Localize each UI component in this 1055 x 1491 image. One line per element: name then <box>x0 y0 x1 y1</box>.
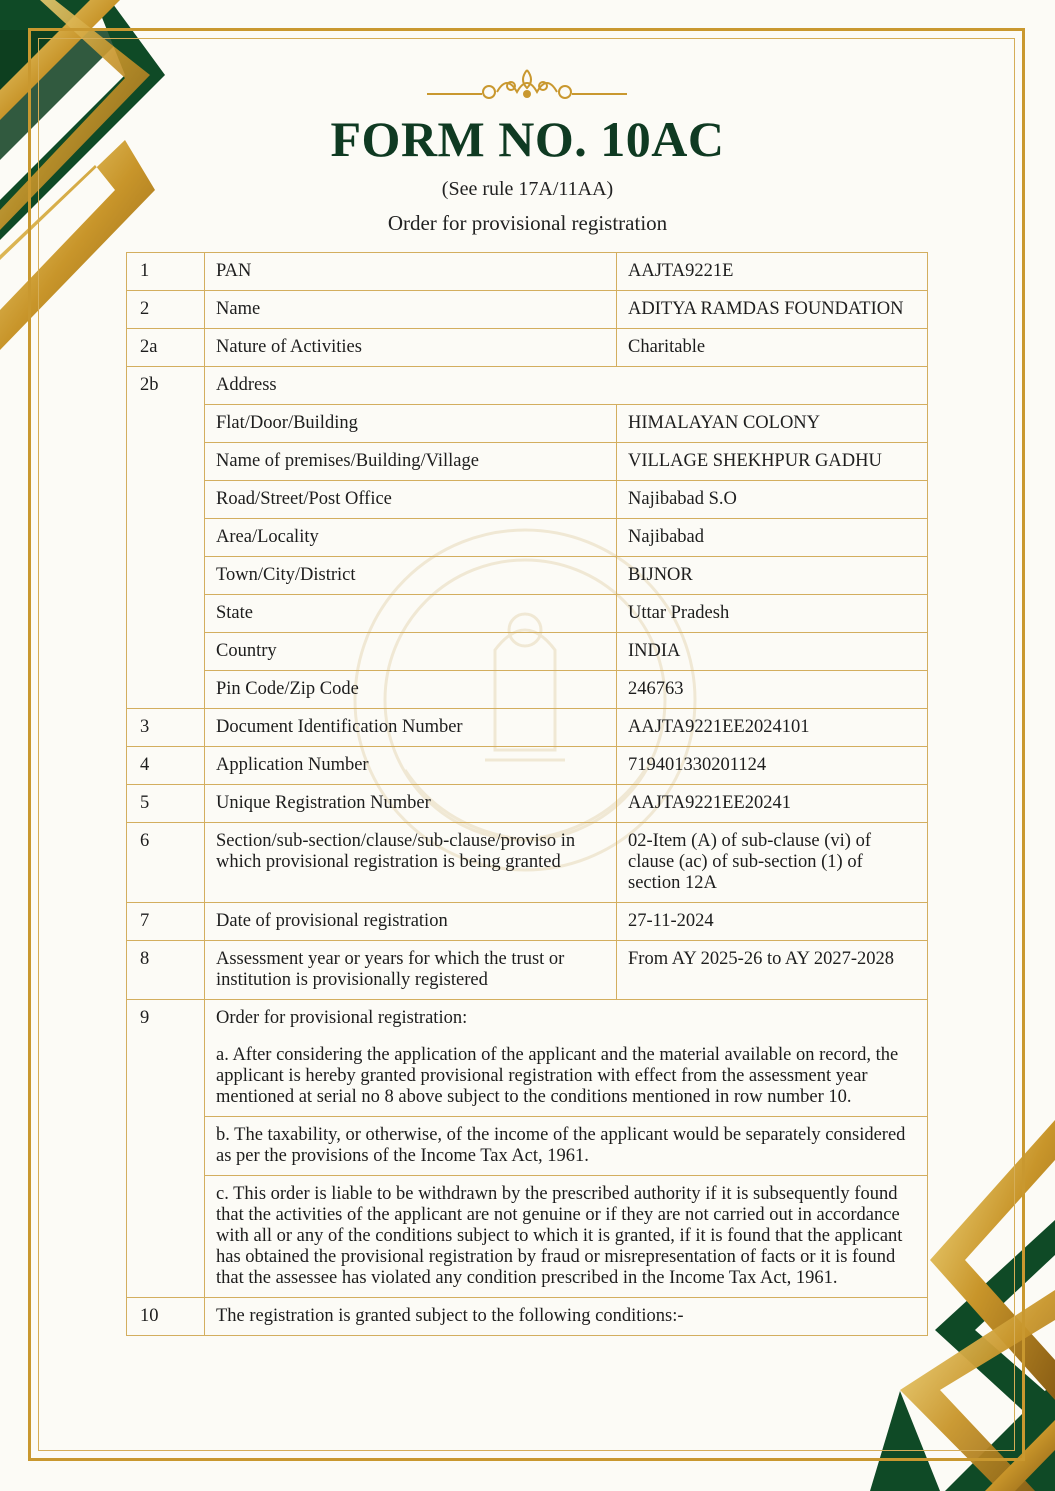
row-number: 3 <box>127 709 205 747</box>
row-number: 7 <box>127 903 205 941</box>
address-value: 246763 <box>617 671 928 709</box>
row-label: Document Identification Number <box>205 709 617 747</box>
table-row <box>127 785 928 823</box>
table-row <box>127 253 928 291</box>
row-value: AAJTA9221EE2024101 <box>617 709 928 747</box>
row-value: 27-11-2024 <box>617 903 928 941</box>
row-label: Nature of Activities <box>205 329 617 367</box>
address-label: Town/City/District <box>205 557 617 595</box>
address-value: INDIA <box>617 633 928 671</box>
table-row <box>127 903 928 941</box>
registration-table <box>126 252 928 1336</box>
address-value: Uttar Pradesh <box>617 595 928 633</box>
row-number: 5 <box>127 785 205 823</box>
row-number: 6 <box>127 823 205 903</box>
table-row <box>127 557 928 595</box>
row-value: ADITYA RAMDAS FOUNDATION <box>617 291 928 329</box>
row-value: 719401330201124 <box>617 747 928 785</box>
table-row <box>127 1298 928 1336</box>
order-paragraph-b: b. The taxability, or otherwise, of the income of the applicant would be separately considered as per the provisions of the Income Tax Act, 1961. <box>205 1117 928 1176</box>
table-row <box>127 443 928 481</box>
address-label: Name of premises/Building/Village <box>205 443 617 481</box>
row-value: AAJTA9221E <box>617 253 928 291</box>
row-label: PAN <box>205 253 617 291</box>
form-title: FORM NO. 10AC <box>330 111 725 167</box>
table-row <box>127 481 928 519</box>
order-paragraph-c: c. This order is liable to be withdrawn by the prescribed authority if it is subsequently found that the activities of the applicant are not genuine or if they are not carried out in accordance with all or any of the conditions subject to which it is granted, if it is found that the applicant has obtained the provisional registration by fraud or misrepresentation of facts or it is found that the assessee has violated any condition prescribed in the Income Tax Act, 1961. <box>205 1176 928 1298</box>
address-value: VILLAGE SHEKHPUR GADHU <box>617 443 928 481</box>
row-label: Unique Registration Number <box>205 785 617 823</box>
row-number: 2a <box>127 329 205 367</box>
table-row <box>127 1000 928 1038</box>
row-label: Application Number <box>205 747 617 785</box>
row-number: 9 <box>127 1000 205 1298</box>
row-number: 8 <box>127 941 205 1000</box>
table-row <box>127 367 928 405</box>
row-label: Section/sub-section/clause/sub-clause/proviso in which provisional registration is being granted <box>205 823 617 903</box>
table-row <box>127 747 928 785</box>
table-row <box>127 595 928 633</box>
order-paragraph-a: a. After considering the application of the applicant and the material available on record, the applicant is hereby granted provisional registration with effect from the assessment year mentioned at serial no 8 above subject to the conditions mentioned in row number 10. <box>205 1037 928 1117</box>
table-row <box>127 709 928 747</box>
table-row <box>127 519 928 557</box>
form-rule: (See rule 17A/11AA) <box>441 178 614 200</box>
row-value: AAJTA9221EE20241 <box>617 785 928 823</box>
order-heading: Order for provisional registration: <box>205 1000 928 1038</box>
table-row <box>127 1117 928 1176</box>
table-row <box>127 633 928 671</box>
address-value: HIMALAYAN COLONY <box>617 405 928 443</box>
row-number: 2b <box>127 367 205 709</box>
row-number: 2 <box>127 291 205 329</box>
address-label: State <box>205 595 617 633</box>
row-value: From AY 2025-26 to AY 2027-2028 <box>617 941 928 1000</box>
table-row <box>127 291 928 329</box>
row-number: 1 <box>127 253 205 291</box>
row-label: The registration is granted subject to the following conditions:- <box>205 1298 928 1336</box>
row-value: 02-Item (A) of sub-clause (vi) of clause (ac) of sub-section (1) of section 12A <box>617 823 928 903</box>
ornament-icon <box>427 66 627 104</box>
table-row <box>127 823 928 903</box>
row-number: 4 <box>127 747 205 785</box>
row-value: Charitable <box>617 329 928 367</box>
row-number: 10 <box>127 1298 205 1336</box>
row-label: Date of provisional registration <box>205 903 617 941</box>
address-label: Road/Street/Post Office <box>205 481 617 519</box>
row-label: Assessment year or years for which the trust or institution is provisionally registered <box>205 941 617 1000</box>
address-value: BIJNOR <box>617 557 928 595</box>
row-label: Address <box>205 367 928 405</box>
table-row <box>127 1037 928 1117</box>
address-label: Country <box>205 633 617 671</box>
address-value: Najibabad S.O <box>617 481 928 519</box>
table-row <box>127 941 928 1000</box>
address-label: Area/Locality <box>205 519 617 557</box>
table-row <box>127 671 928 709</box>
address-value: Najibabad <box>617 519 928 557</box>
address-label: Pin Code/Zip Code <box>205 671 617 709</box>
table-row <box>127 329 928 367</box>
form-subtitle: Order for provisional registration <box>387 211 668 235</box>
row-label: Name <box>205 291 617 329</box>
address-label: Flat/Door/Building <box>205 405 617 443</box>
table-row <box>127 405 928 443</box>
table-row <box>127 1176 928 1298</box>
